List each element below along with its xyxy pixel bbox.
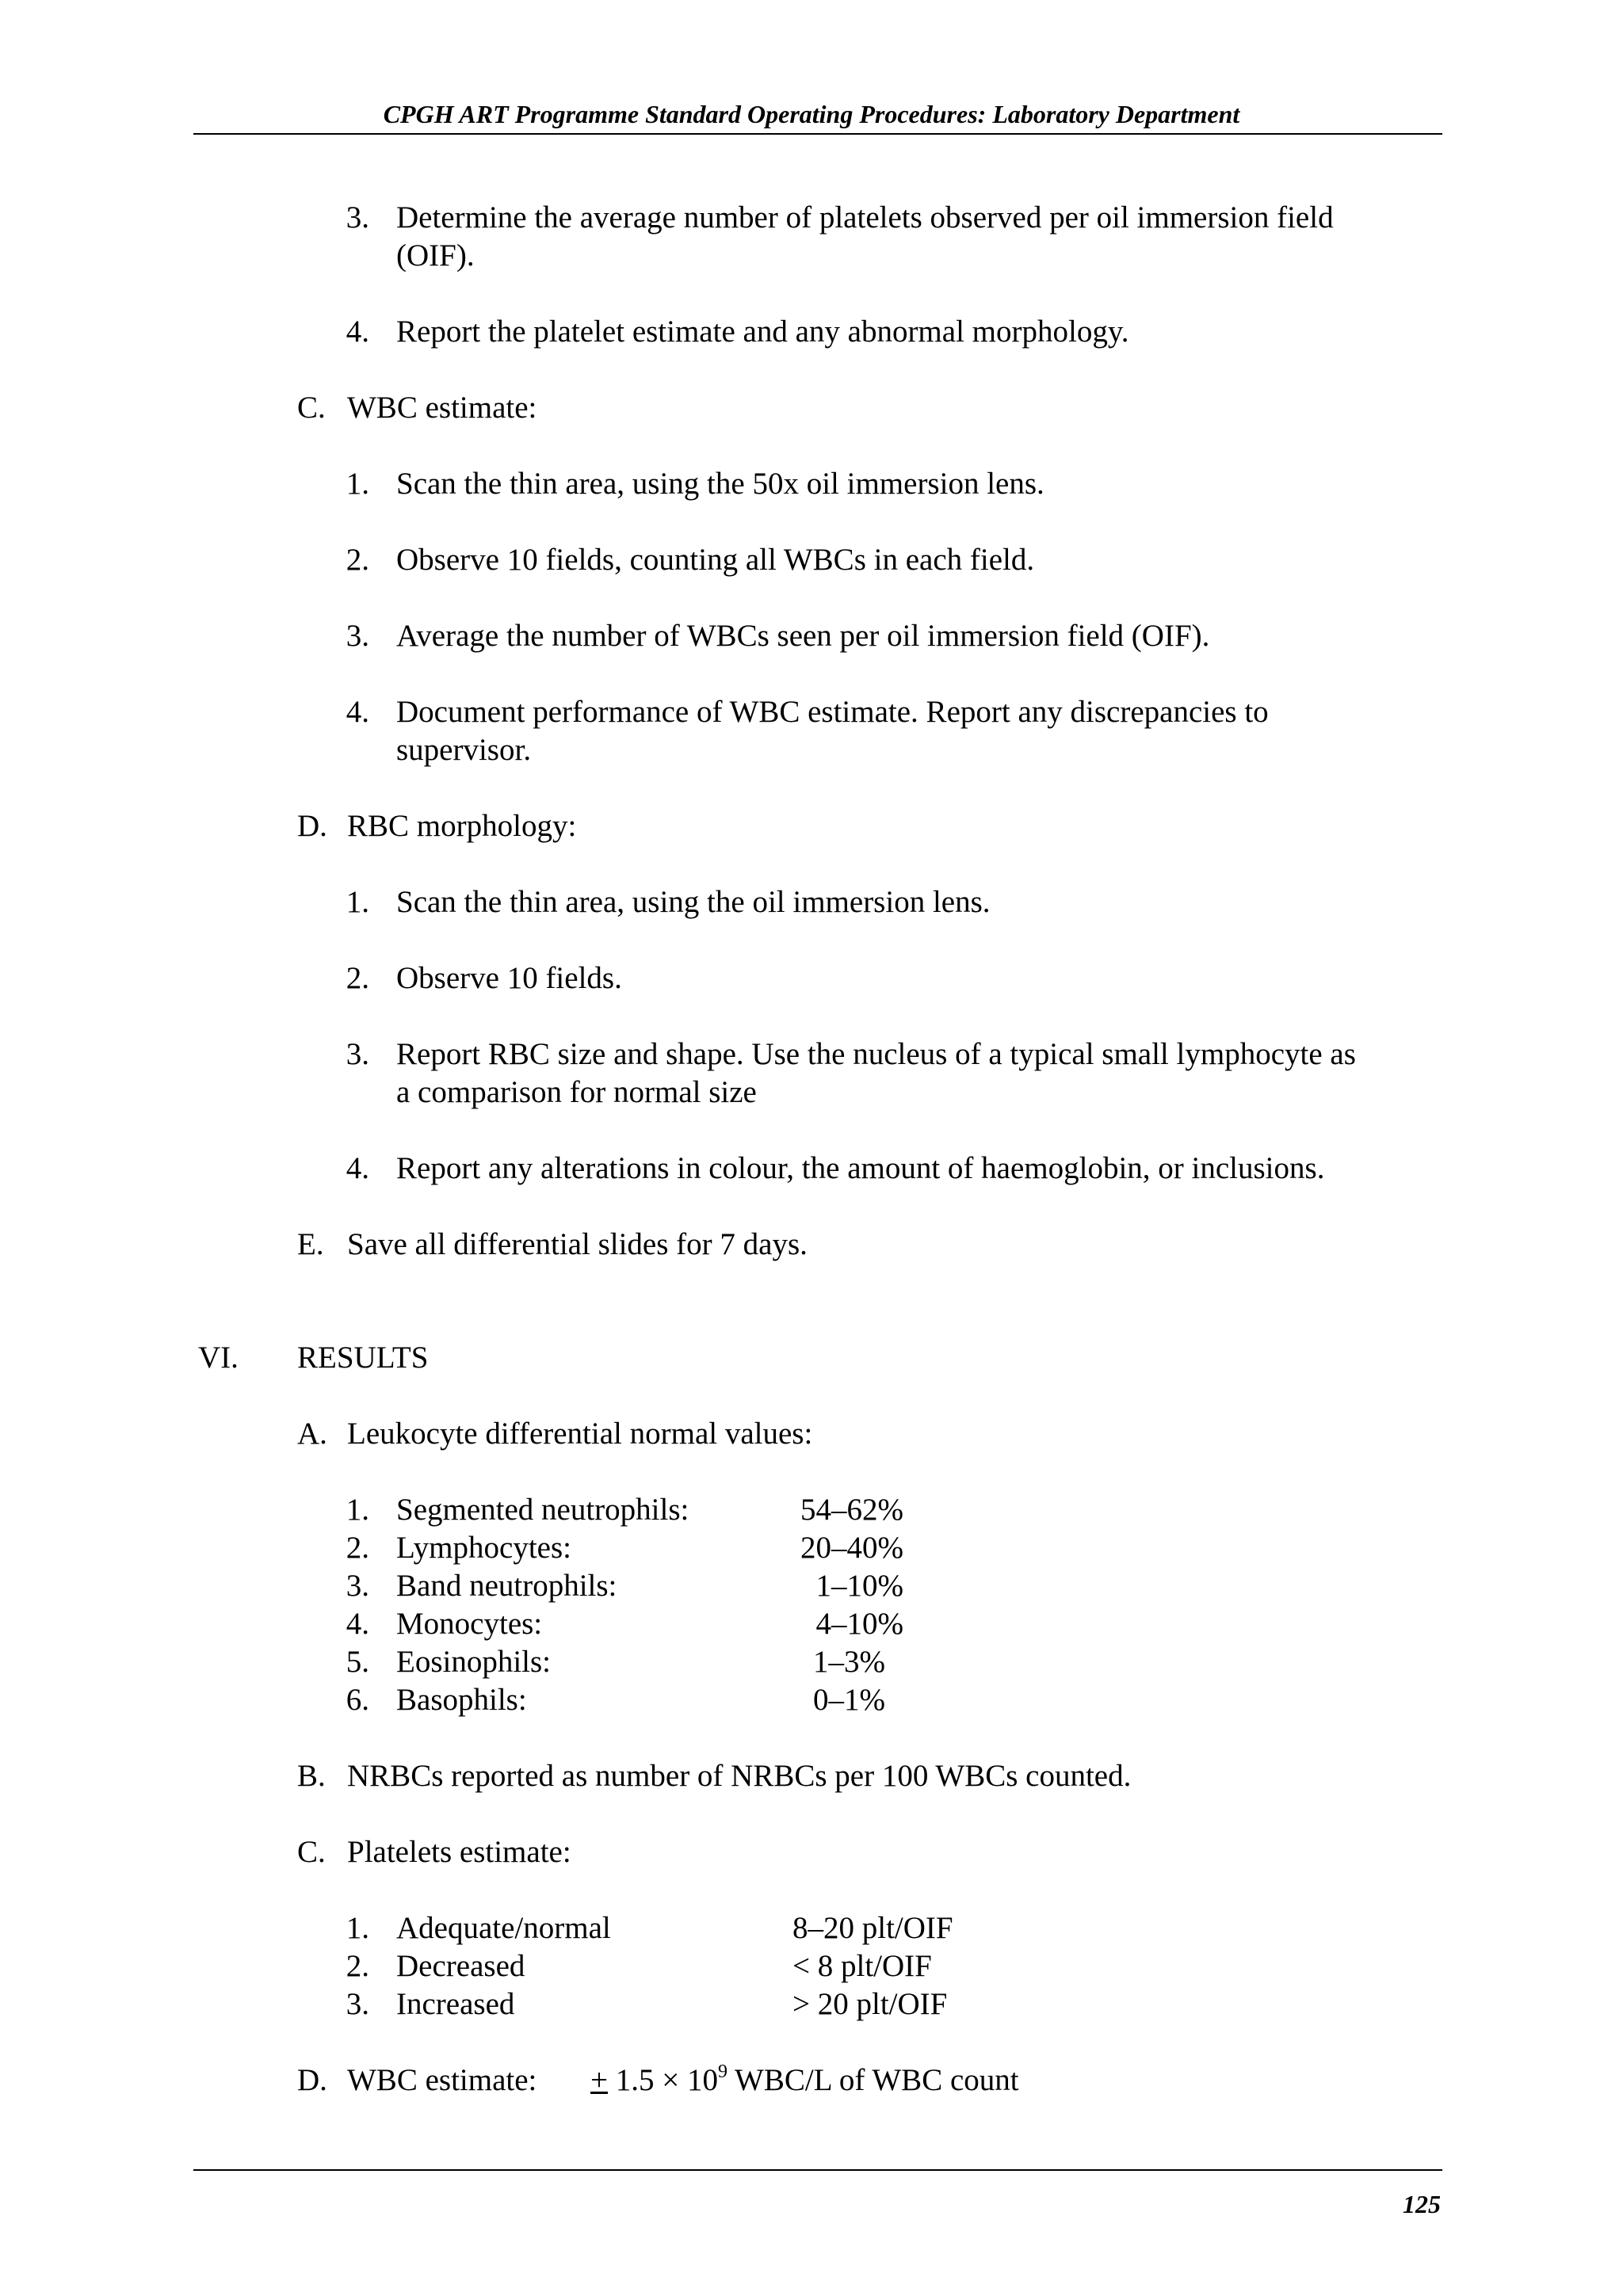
list-number: 1. — [346, 467, 369, 501]
section-letter: E. — [297, 1227, 324, 1261]
section-title: Platelets estimate: — [347, 1835, 571, 1869]
list-item-text: Observe 10 fields. — [396, 961, 622, 995]
list-item-text: Report RBC size and shape. Use the nucleus of a typical small lymphocyte as — [396, 1037, 1356, 1071]
list-item-text: Scan the thin area, using the oil immersion lens. — [396, 885, 991, 919]
list-number: 3. — [346, 1037, 369, 1071]
list-number: 3. — [346, 1569, 369, 1603]
list-number: 6. — [346, 1683, 369, 1717]
list-item-text: supervisor. — [396, 733, 532, 767]
value-label: Monocytes: — [396, 1607, 543, 1641]
chapter-title: RESULTS — [297, 1341, 429, 1375]
chapter-numeral: VI. — [198, 1341, 239, 1375]
exponent: 9 — [718, 2061, 727, 2082]
list-item-text: Observe 10 fields, counting all WBCs in each field. — [396, 543, 1035, 577]
list-number: 2. — [346, 543, 369, 577]
section-letter: C. — [297, 391, 326, 425]
section-letter: C. — [297, 1835, 326, 1869]
wbc-estimate-value — [590, 2061, 1019, 2100]
section-title: WBC estimate: — [347, 391, 537, 425]
list-item-text: Average the number of WBCs seen per oil immersion field (OIF). — [396, 619, 1210, 653]
section-letter: A. — [297, 1417, 327, 1451]
footer-rule — [193, 2169, 1442, 2171]
value-range: 0–1% — [813, 1683, 885, 1717]
list-number: 2. — [346, 1531, 369, 1565]
value-range: < 8 plt/OIF — [792, 1949, 932, 1983]
running-header: CPGH ART Programme Standard Operating Procedures: Laboratory Department — [383, 100, 1240, 128]
section-letter: D. — [297, 809, 327, 843]
section-title: WBC estimate: — [347, 2063, 537, 2097]
list-item-text: Report the platelet estimate and any abnormal morphology. — [396, 315, 1129, 349]
value-unit: WBC/L of WBC count — [727, 2063, 1019, 2097]
list-item-text: a comparison for normal size — [396, 1075, 757, 1109]
list-number: 4. — [346, 1151, 369, 1185]
list-number: 4. — [346, 315, 369, 349]
page-number: 125 — [1403, 2190, 1441, 2218]
section-letter: D. — [297, 2063, 327, 2097]
section-title: Leukocyte differential normal values: — [347, 1417, 813, 1451]
section-letter: B. — [297, 1759, 326, 1793]
section-text: Save all differential slides for 7 days. — [347, 1227, 808, 1261]
list-number: 4. — [346, 695, 369, 729]
list-number: 2. — [346, 1949, 369, 1983]
list-number: 1. — [346, 1493, 369, 1527]
list-item-text: Scan the thin area, using the 50x oil immersion lens. — [396, 467, 1044, 501]
value-range: > 20 plt/OIF — [792, 1987, 948, 2021]
list-number: 2. — [346, 961, 369, 995]
list-number: 5. — [346, 1645, 369, 1679]
plus-minus-sign: + — [590, 2063, 608, 2097]
value-label: Segmented neutrophils: — [396, 1493, 689, 1527]
list-item-text: Report any alterations in colour, the amount of haemoglobin, or inclusions. — [396, 1151, 1325, 1185]
value-label: Lymphocytes: — [396, 1531, 571, 1565]
list-item-text: (OIF). — [396, 238, 475, 273]
value-range: 20–40% — [800, 1531, 903, 1565]
section-title: RBC morphology: — [347, 809, 577, 843]
list-number: 3. — [346, 1987, 369, 2021]
list-number: 3. — [346, 200, 369, 235]
list-number: 3. — [346, 619, 369, 653]
list-number: 1. — [346, 885, 369, 919]
value-label: Eosinophils: — [396, 1645, 552, 1679]
header-rule — [193, 133, 1442, 135]
value-label: Basophils: — [396, 1683, 527, 1717]
list-item-text: Document performance of WBC estimate. Report any discrepancies to — [396, 695, 1269, 729]
value-range: 8–20 plt/OIF — [792, 1911, 953, 1945]
value-label: Adequate/normal — [396, 1911, 611, 1945]
list-item-text: Determine the average number of platelets observed per oil immersion field — [396, 200, 1334, 235]
section-text: NRBCs reported as number of NRBCs per 100 WBCs counted. — [347, 1759, 1132, 1793]
value-range: 1–3% — [813, 1645, 885, 1679]
list-number: 4. — [346, 1607, 369, 1641]
list-number: 1. — [346, 1911, 369, 1945]
value-label: Band neutrophils: — [396, 1569, 617, 1603]
value-text: 1.5 × 10 — [608, 2063, 718, 2097]
value-range: 1–10% — [815, 1569, 903, 1603]
value-range: 54–62% — [800, 1493, 903, 1527]
value-range: 4–10% — [815, 1607, 903, 1641]
value-label: Decreased — [396, 1949, 525, 1983]
value-label: Increased — [396, 1987, 515, 2021]
